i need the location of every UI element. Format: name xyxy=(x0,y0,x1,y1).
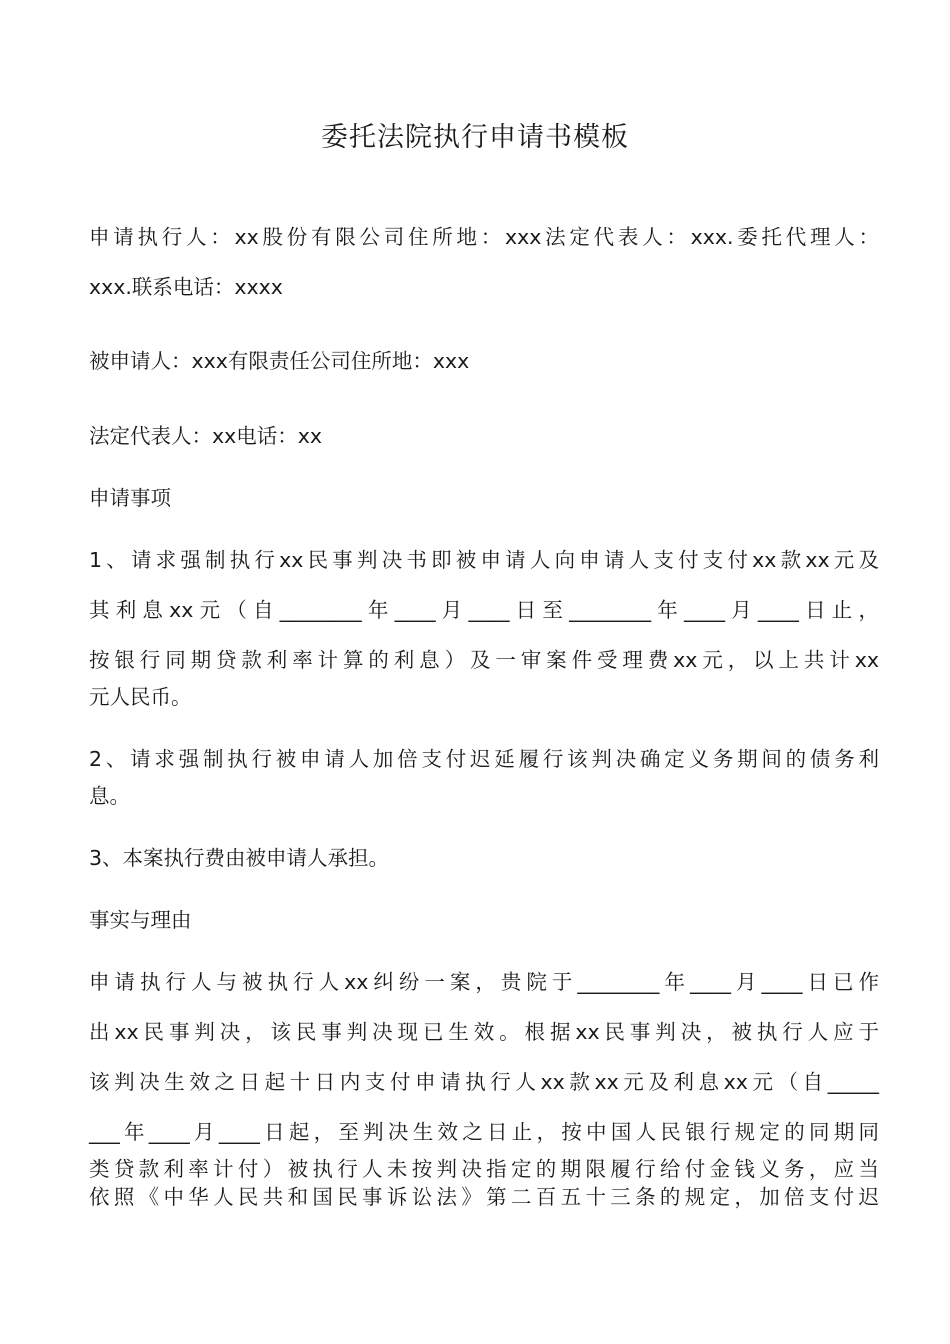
request-1-line-3: 按银行同期贷款利率计算的利息）及一审案件受理费xx元，以上共计xx xyxy=(89,648,879,672)
request-3-line: 3、本案执行费由被申请人承担。 xyxy=(89,846,390,870)
request-2-line-1: 2、请求强制执行被申请人加倍支付迟延履行该判决确定义务期间的债务利 xyxy=(89,747,879,771)
applicant-line-2: xxx.联系电话：xxxx xyxy=(89,275,283,299)
respondent-line: 被申请人：xxx有限责任公司住所地：xxx xyxy=(89,349,470,373)
facts-line-1: 申请执行人与被执行人xx纠纷一案，贵院于________年____月____日已作 xyxy=(89,970,879,994)
request-1-line-4: 元人民币。 xyxy=(89,685,192,709)
facts-line-4: ___年____月____日起，至判决生效之日止，按中国人民银行规定的同期同 xyxy=(89,1120,879,1144)
section-heading-facts: 事实与理由 xyxy=(89,908,192,932)
request-1-line-2: 其利息xx元（自________年____月____日至________年____月____日止， xyxy=(89,598,879,622)
document-title: 委托法院执行申请书模板 xyxy=(321,122,629,153)
request-2-line-2: 息。 xyxy=(89,784,130,808)
facts-line-5: 类贷款利率计付）被执行人未按判决指定的期限履行给付金钱义务，应当 xyxy=(89,1157,879,1181)
request-1-line-1: 1、请求强制执行xx民事判决书即被申请人向申请人支付支付xx款xx元及 xyxy=(89,548,879,572)
section-heading-requests: 申请事项 xyxy=(89,486,171,510)
legal-rep-line: 法定代表人：xx电话：xx xyxy=(89,424,323,448)
facts-line-6: 依照《中华人民共和国民事诉讼法》第二百五十三条的规定，加倍支付迟 xyxy=(89,1185,879,1209)
facts-line-3: 该判决生效之日起十日内支付申请执行人xx款xx元及利息xx元（自_____ xyxy=(89,1070,879,1094)
applicant-line-1: 申请执行人：xx股份有限公司住所地：xxx法定代表人：xxx.委托代理人： xyxy=(89,225,879,249)
facts-line-2: 出xx民事判决，该民事判决现已生效。根据xx民事判决，被执行人应于 xyxy=(89,1020,879,1044)
